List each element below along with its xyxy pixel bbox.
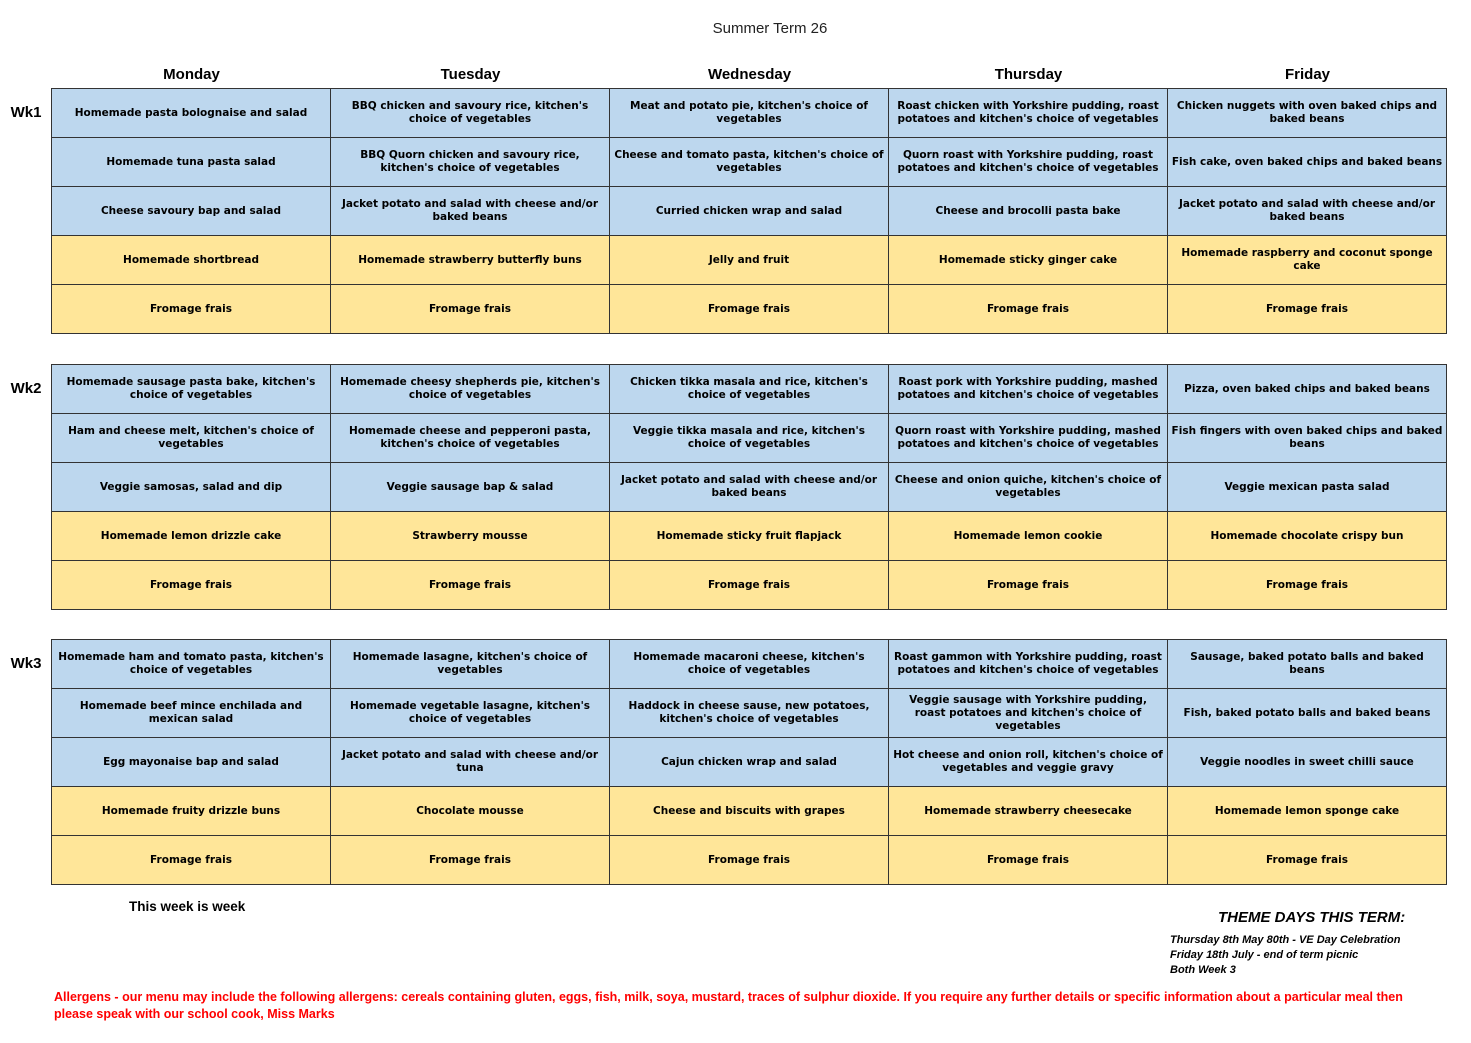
menu-cell-thursday: Fromage frais bbox=[889, 836, 1168, 885]
menu-cell-wednesday: Jacket potato and salad with cheese and/or baked beans bbox=[610, 463, 889, 512]
menu-cell-thursday: Hot cheese and onion roll, kitchen's choice of vegetables and veggie gravy bbox=[889, 738, 1168, 787]
this-week-label: This week is week bbox=[129, 899, 246, 914]
week-3-menu-table bbox=[51, 639, 1447, 885]
menu-cell-wednesday: Cheese and biscuits with grapes bbox=[610, 787, 889, 836]
menu-cell-friday: Pizza, oven baked chips and baked beans bbox=[1168, 365, 1447, 414]
menu-cell-wednesday: Fromage frais bbox=[610, 836, 889, 885]
menu-cell-thursday: Homemade strawberry cheesecake bbox=[889, 787, 1168, 836]
menu-cell-tuesday: Homemade vegetable lasagne, kitchen's choice of vegetables bbox=[331, 689, 610, 738]
menu-cell-thursday: Quorn roast with Yorkshire pudding, mashed potatoes and kitchen's choice of vegetables bbox=[889, 414, 1168, 463]
menu-cell-friday: Fish cake, oven baked chips and baked beans bbox=[1168, 138, 1447, 187]
menu-cell-wednesday: Homemade macaroni cheese, kitchen's choice of vegetables bbox=[610, 640, 889, 689]
week-1-menu-table bbox=[51, 88, 1447, 334]
main-course-row bbox=[52, 463, 1447, 512]
menu-cell-monday: Homemade tuna pasta salad bbox=[52, 138, 331, 187]
allergen-notice: Allergens - our menu may include the following allergens: cereals containing gluten, eggs, fish, milk, soya, mustard, traces of sulphur dioxide. If you require any further details or specific information about a particular meal then please speak with our school cook, Miss Marks bbox=[54, 990, 1403, 1021]
menu-cell-tuesday: Chocolate mousse bbox=[331, 787, 610, 836]
menu-cell-monday: Homemade pasta bolognaise and salad bbox=[52, 89, 331, 138]
menu-cell-wednesday: Meat and potato pie, kitchen's choice of vegetables bbox=[610, 89, 889, 138]
menu-cell-monday: Egg mayonaise bap and salad bbox=[52, 738, 331, 787]
menu-cell-wednesday: Chicken tikka masala and rice, kitchen's choice of vegetables bbox=[610, 365, 889, 414]
dessert-row bbox=[52, 512, 1447, 561]
menu-cell-thursday: Homemade sticky ginger cake bbox=[889, 236, 1168, 285]
menu-cell-thursday: Fromage frais bbox=[889, 285, 1168, 334]
main-course-row bbox=[52, 414, 1447, 463]
main-course-row bbox=[52, 640, 1447, 689]
main-course-row bbox=[52, 138, 1447, 187]
menu-cell-monday: Fromage frais bbox=[52, 561, 331, 610]
menu-cell-thursday: Veggie sausage with Yorkshire pudding, roast potatoes and kitchen's choice of vegetables bbox=[889, 689, 1168, 738]
week-label-1: Wk1 bbox=[10, 104, 42, 121]
menu-cell-tuesday: Fromage frais bbox=[331, 561, 610, 610]
menu-cell-friday: Fromage frais bbox=[1168, 561, 1447, 610]
menu-cell-wednesday: Cheese and tomato pasta, kitchen's choice of vegetables bbox=[610, 138, 889, 187]
main-course-row bbox=[52, 365, 1447, 414]
menu-cell-monday: Cheese savoury bap and salad bbox=[52, 187, 331, 236]
week-label-3: Wk3 bbox=[10, 655, 42, 672]
menu-cell-monday: Fromage frais bbox=[52, 836, 331, 885]
menu-cell-tuesday: Homemade cheese and pepperoni pasta, kitchen's choice of vegetables bbox=[331, 414, 610, 463]
day-header-friday: Friday bbox=[1284, 66, 1330, 83]
dessert-row bbox=[52, 787, 1447, 836]
menu-cell-friday: Homemade lemon sponge cake bbox=[1168, 787, 1447, 836]
day-header-wednesday: Wednesday bbox=[707, 66, 792, 83]
menu-cell-wednesday: Jelly and fruit bbox=[610, 236, 889, 285]
menu-cell-wednesday: Veggie tikka masala and rice, kitchen's choice of vegetables bbox=[610, 414, 889, 463]
menu-cell-tuesday: BBQ Quorn chicken and savoury rice, kitchen's choice of vegetables bbox=[331, 138, 610, 187]
menu-cell-friday: Homemade chocolate crispy bun bbox=[1168, 512, 1447, 561]
day-header-monday: Monday bbox=[163, 66, 220, 83]
theme-day-line: Both Week 3 bbox=[1170, 964, 1236, 976]
menu-cell-friday: Sausage, baked potato balls and baked beans bbox=[1168, 640, 1447, 689]
menu-cell-wednesday: Homemade sticky fruit flapjack bbox=[610, 512, 889, 561]
menu-cell-friday: Chicken nuggets with oven baked chips and baked beans bbox=[1168, 89, 1447, 138]
week-label-2: Wk2 bbox=[10, 380, 42, 397]
dessert-row bbox=[52, 236, 1447, 285]
menu-cell-friday: Veggie noodles in sweet chilli sauce bbox=[1168, 738, 1447, 787]
theme-days-list bbox=[1170, 933, 1400, 978]
menu-cell-monday: Homemade beef mince enchilada and mexican salad bbox=[52, 689, 331, 738]
menu-cell-thursday: Cheese and onion quiche, kitchen's choice of vegetables bbox=[889, 463, 1168, 512]
main-course-row bbox=[52, 689, 1447, 738]
menu-cell-thursday: Quorn roast with Yorkshire pudding, roast potatoes and kitchen's choice of vegetables bbox=[889, 138, 1168, 187]
menu-cell-tuesday: Veggie sausage bap & salad bbox=[331, 463, 610, 512]
menu-cell-monday: Homemade fruity drizzle buns bbox=[52, 787, 331, 836]
menu-cell-monday: Homemade ham and tomato pasta, kitchen's choice of vegetables bbox=[52, 640, 331, 689]
menu-cell-friday: Veggie mexican pasta salad bbox=[1168, 463, 1447, 512]
menu-cell-tuesday: Homemade strawberry butterfly buns bbox=[331, 236, 610, 285]
menu-cell-monday: Homemade sausage pasta bake, kitchen's choice of vegetables bbox=[52, 365, 331, 414]
menu-cell-thursday: Cheese and brocolli pasta bake bbox=[889, 187, 1168, 236]
menu-cell-monday: Homemade shortbread bbox=[52, 236, 331, 285]
menu-cell-thursday: Homemade lemon cookie bbox=[889, 512, 1168, 561]
menu-cell-tuesday: Homemade cheesy shepherds pie, kitchen's choice of vegetables bbox=[331, 365, 610, 414]
menu-cell-wednesday: Fromage frais bbox=[610, 285, 889, 334]
theme-day-line: Thursday 8th May 80th - VE Day Celebration bbox=[1170, 934, 1401, 946]
dessert-row bbox=[52, 285, 1447, 334]
menu-cell-thursday: Fromage frais bbox=[889, 561, 1168, 610]
menu-cell-monday: Ham and cheese melt, kitchen's choice of vegetables bbox=[52, 414, 331, 463]
menu-cell-friday: Jacket potato and salad with cheese and/or baked beans bbox=[1168, 187, 1447, 236]
menu-cell-tuesday: Strawberry mousse bbox=[331, 512, 610, 561]
menu-cell-friday: Fish, baked potato balls and baked beans bbox=[1168, 689, 1447, 738]
day-header-row bbox=[52, 66, 1447, 88]
theme-day-line: Friday 18th July - end of term picnic bbox=[1170, 949, 1359, 961]
menu-cell-monday: Homemade lemon drizzle cake bbox=[52, 512, 331, 561]
menu-cell-tuesday: Fromage frais bbox=[331, 285, 610, 334]
day-header-tuesday: Tuesday bbox=[440, 66, 501, 83]
menu-cell-monday: Veggie samosas, salad and dip bbox=[52, 463, 331, 512]
menu-cell-thursday: Roast gammon with Yorkshire pudding, roast potatoes and kitchen's choice of vegetables bbox=[889, 640, 1168, 689]
menu-cell-wednesday: Fromage frais bbox=[610, 561, 889, 610]
day-header-thursday: Thursday bbox=[994, 66, 1063, 83]
menu-cell-friday: Fish fingers with oven baked chips and baked beans bbox=[1168, 414, 1447, 463]
menu-cell-wednesday: Haddock in cheese sause, new potatoes, kitchen's choice of vegetables bbox=[610, 689, 889, 738]
dessert-row bbox=[52, 836, 1447, 885]
page-title: Summer Term 26 bbox=[712, 20, 828, 37]
menu-cell-tuesday: Fromage frais bbox=[331, 836, 610, 885]
main-course-row bbox=[52, 89, 1447, 138]
menu-cell-friday: Homemade raspberry and coconut sponge cake bbox=[1168, 236, 1447, 285]
week-2-menu-table bbox=[51, 364, 1447, 610]
menu-cell-tuesday: Homemade lasagne, kitchen's choice of vegetables bbox=[331, 640, 610, 689]
menu-cell-monday: Fromage frais bbox=[52, 285, 331, 334]
menu-cell-wednesday: Curried chicken wrap and salad bbox=[610, 187, 889, 236]
theme-days-title: THEME DAYS THIS TERM: bbox=[1218, 909, 1406, 926]
menu-cell-friday: Fromage frais bbox=[1168, 836, 1447, 885]
menu-cell-tuesday: BBQ chicken and savoury rice, kitchen's choice of vegetables bbox=[331, 89, 610, 138]
menu-cell-thursday: Roast chicken with Yorkshire pudding, roast potatoes and kitchen's choice of vegetables bbox=[889, 89, 1168, 138]
menu-cell-wednesday: Cajun chicken wrap and salad bbox=[610, 738, 889, 787]
menu-cell-thursday: Roast pork with Yorkshire pudding, mashed potatoes and kitchen's choice of vegetables bbox=[889, 365, 1168, 414]
menu-cell-tuesday: Jacket potato and salad with cheese and/or tuna bbox=[331, 738, 610, 787]
menu-cell-friday: Fromage frais bbox=[1168, 285, 1447, 334]
dessert-row bbox=[52, 561, 1447, 610]
menu-cell-tuesday: Jacket potato and salad with cheese and/or baked beans bbox=[331, 187, 610, 236]
main-course-row bbox=[52, 187, 1447, 236]
main-course-row bbox=[52, 738, 1447, 787]
